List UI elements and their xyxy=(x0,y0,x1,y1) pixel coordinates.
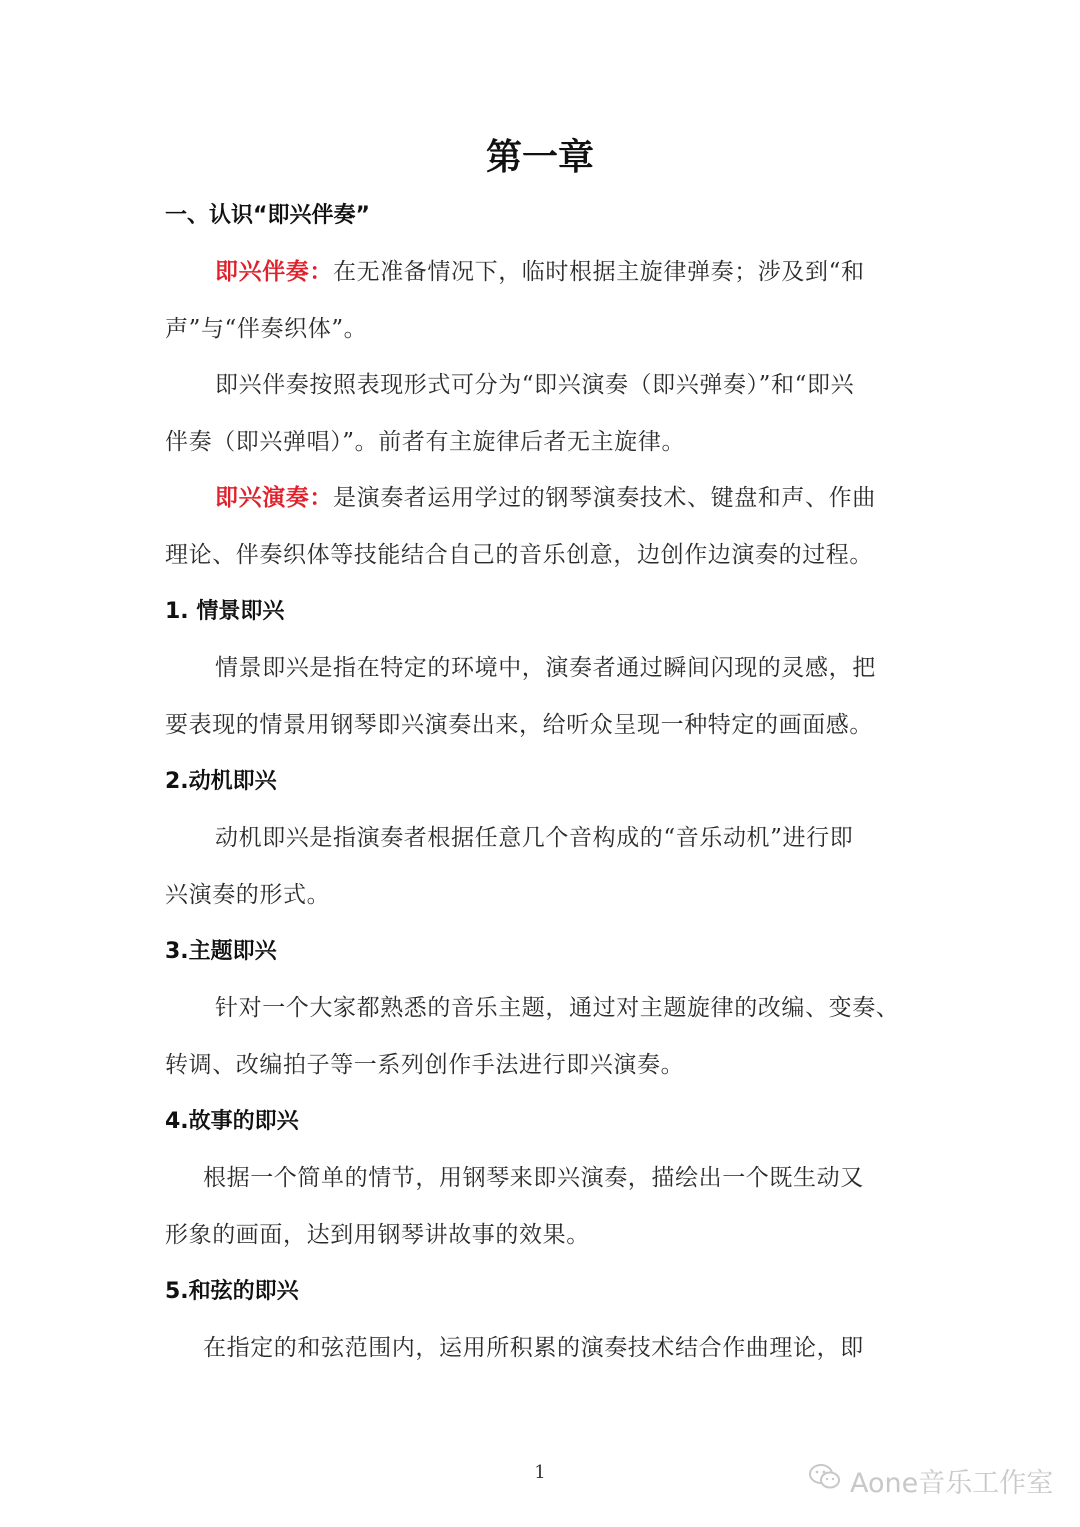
term-label: 即兴演奏： xyxy=(215,484,333,511)
page-number: 1 xyxy=(534,1462,546,1483)
chapter-title: 第一章 xyxy=(485,137,594,178)
paragraph-line xyxy=(215,481,876,515)
paragraph-line: 理论、伴奏织体等技能结合自己的音乐创意，边创作边演奏的过程。 xyxy=(165,542,873,568)
section-heading: 一、认识“即兴伴奏” xyxy=(165,203,370,228)
term-label: 即兴伴奏： xyxy=(215,258,333,285)
subsection-heading: 5.和弦的即兴 xyxy=(165,1279,299,1304)
wechat-icon xyxy=(808,1462,842,1499)
paragraph-line: 针对一个大家都熟悉的音乐主题，通过对主题旋律的改编、变奏、 xyxy=(215,995,900,1021)
watermark-text: Aone音乐工作室 xyxy=(850,1467,1054,1499)
paragraph-line: 形象的画面，达到用钢琴讲故事的效果。 xyxy=(165,1222,590,1248)
paragraph-line: 在指定的和弦范围内，运用所积累的演奏技术结合作曲理论，即 xyxy=(203,1335,864,1361)
paragraph-line: 声”与“伴奏织体”。 xyxy=(165,316,368,342)
watermark xyxy=(808,1460,1053,1500)
paragraph-line: 伴奏（即兴弹唱）”。前者有主旋律后者无主旋律。 xyxy=(165,429,686,455)
paragraph-text: 是演奏者运用学过的钢琴演奏技术、键盘和声、作曲 xyxy=(333,485,876,511)
paragraph-line: 兴演奏的形式。 xyxy=(165,882,331,908)
paragraph-line: 情景即兴是指在特定的环境中，演奏者通过瞬间闪现的灵感，把 xyxy=(215,655,876,681)
paragraph-line: 转调、改编拍子等一系列创作手法进行即兴演奏。 xyxy=(165,1052,685,1078)
paragraph-line xyxy=(215,255,865,289)
subsection-heading: 3.主题即兴 xyxy=(165,939,277,964)
paragraph-text: 在无准备情况下，临时根据主旋律弹奏；涉及到“和 xyxy=(333,259,865,285)
paragraph-line: 根据一个简单的情节，用钢琴来即兴演奏，描绘出一个既生动又 xyxy=(203,1165,864,1191)
subsection-heading: 2.动机即兴 xyxy=(165,769,277,794)
subsection-heading: 4.故事的即兴 xyxy=(165,1109,299,1134)
paragraph-line: 要表现的情景用钢琴即兴演奏出来，给听众呈现一种特定的画面感。 xyxy=(165,712,873,738)
subsection-heading: 1. 情景即兴 xyxy=(165,599,285,624)
paragraph-line: 即兴伴奏按照表现形式可分为“即兴演奏（即兴弹奏）”和“即兴 xyxy=(215,372,855,398)
paragraph-line: 动机即兴是指演奏者根据任意几个音构成的“音乐动机”进行即 xyxy=(215,825,854,851)
